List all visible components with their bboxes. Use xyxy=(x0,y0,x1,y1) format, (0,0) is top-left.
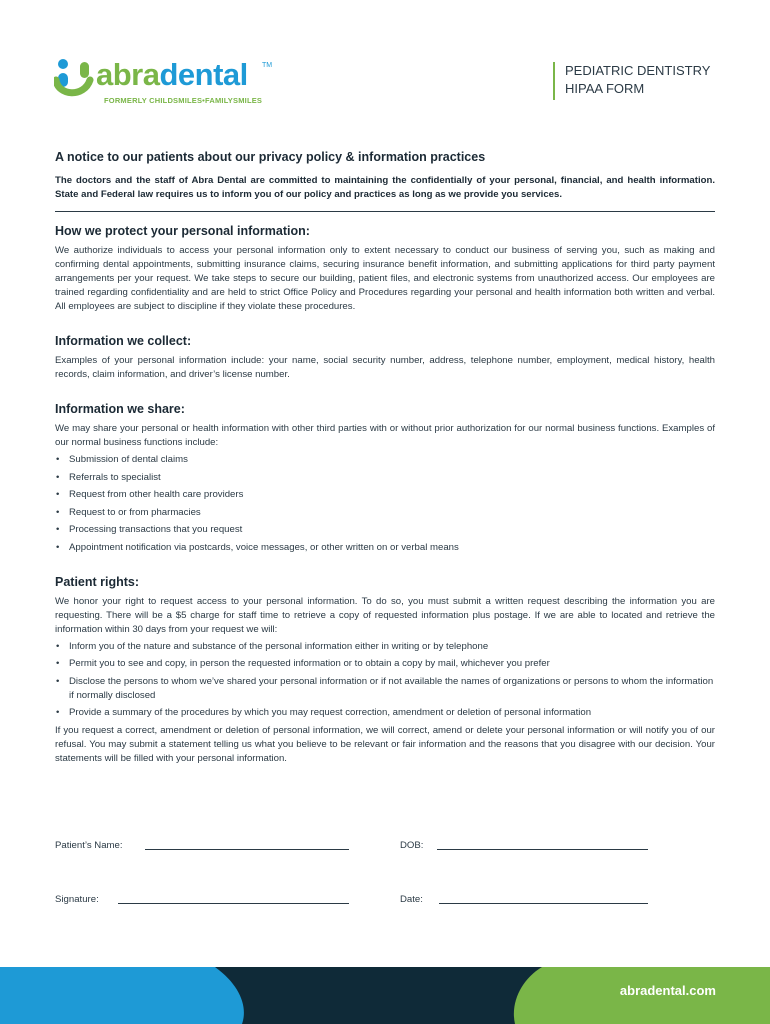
list-item: • Inform you of the nature and substance of the personal information either in writing or by telephone xyxy=(56,640,489,652)
section-share xyxy=(55,402,715,555)
section-rights xyxy=(55,575,715,766)
list-item: • Referrals to specialist xyxy=(56,471,161,483)
patient-name-label: Patient’s Name: xyxy=(55,840,123,851)
list-item: • Appointment notification via postcards, voice messages, or other written on or verbal means xyxy=(56,541,459,553)
share-list xyxy=(55,453,715,555)
rights-body: We honor your right to request access to your personal information. To do so, you must submit a written request describing the information you are requesting. There will be a $5 charge for staff time to retrieve a copy of requested information plus postage. If we are able to located and retrieve the information within 30 days from your request we will: xyxy=(55,595,715,635)
rights-heading: Patient rights: xyxy=(55,574,140,589)
share-heading: Information we share: xyxy=(55,402,185,416)
rights-closing: If you request a correct, amendment or deletion of personal information, we will correct, amend or delete your personal information or will notify you of our refusal. You may submit a statement telling us what you believe to be relevant or fair information and the reasons that you disagree with our decision. Your statements will be filled with your personal information. xyxy=(55,724,715,764)
form-title-line-2: HIPAA FORM xyxy=(565,81,645,96)
list-item: • Provide a summary of the procedures by which you may request correction, amendment or deletion of personal information xyxy=(56,707,592,718)
section-protect xyxy=(55,224,715,314)
form-title xyxy=(553,62,710,100)
list-item: • Disclose the persons to whom we’ve shared your personal information or if not available the names of organizations or persons to whom the information if normally disclosed xyxy=(56,675,714,701)
protect-body: We authorize individuals to access your personal information only to extent necessary to conduct our business of serving you, such as making and confirming dental appointments, submitting insurance claims, securing insurance benefit information, and submitting applications for third party payment arrangements per your request. We take steps to secure our building, patient files, and electronic systems from unauthorized access. Our employees are trained regarding confidentiality and are held to strict Office Policy and Procedures regarding your personal and health information both written and verbal. All employees are subject to discipline if they violate these procedures. xyxy=(55,245,715,312)
signature-label: Signature: xyxy=(55,894,99,905)
form-title-line-1: PEDIATRIC DENTISTRY xyxy=(565,63,711,78)
date-field[interactable] xyxy=(439,903,648,904)
list-item: • Request from other health care providers xyxy=(56,489,244,500)
rights-list xyxy=(55,640,715,721)
collect-body: Examples of your personal information include: your name, social security number, address, telephone number, employment, medical history, health records, claim information, and driver’s license number. xyxy=(55,355,715,380)
patient-name-field[interactable] xyxy=(145,849,349,850)
footer-website-link[interactable]: abradental.com xyxy=(619,983,716,998)
notice-intro: The doctors and the staff of Abra Dental are committed to maintaining the confidentially of your personal, financial, and health information. State and Federal law requires us to inform you of our policy and practices as long as we provide you services. xyxy=(55,175,715,200)
smile-person-icon xyxy=(54,56,94,100)
date-label: Date: xyxy=(400,894,423,905)
logo-wordmark: abradental xyxy=(96,57,248,92)
share-body: We may share your personal or health information with other third parties with or without prior authorization for our normal business functions. Examples of our normal business functions include: xyxy=(55,423,715,448)
section-collect xyxy=(55,334,715,382)
list-item: • Permit you to see and copy, in person the requested information or to obtain a copy by mail, whichever you prefer xyxy=(56,658,550,669)
logo-tagline: FORMERLY CHILDSMILES•FAMILYSMILES xyxy=(104,96,263,105)
trademark-mark: TM xyxy=(262,62,273,69)
protect-heading: How we protect your personal information: xyxy=(55,224,310,238)
divider xyxy=(55,211,715,212)
dob-label: DOB: xyxy=(400,840,424,851)
footer-banner xyxy=(0,967,770,1024)
signature-field[interactable] xyxy=(118,903,349,904)
abradental-logo[interactable] xyxy=(54,56,284,110)
list-item: • Request to or from pharmacies xyxy=(56,506,201,518)
notice-heading: A notice to our patients about our privacy policy & information practices xyxy=(55,150,486,164)
collect-heading: Information we collect: xyxy=(55,334,192,348)
form-content xyxy=(55,150,715,786)
list-item: • Submission of dental claims xyxy=(56,454,188,465)
list-item: • Processing transactions that you request xyxy=(56,524,243,535)
dob-field[interactable] xyxy=(437,849,648,850)
